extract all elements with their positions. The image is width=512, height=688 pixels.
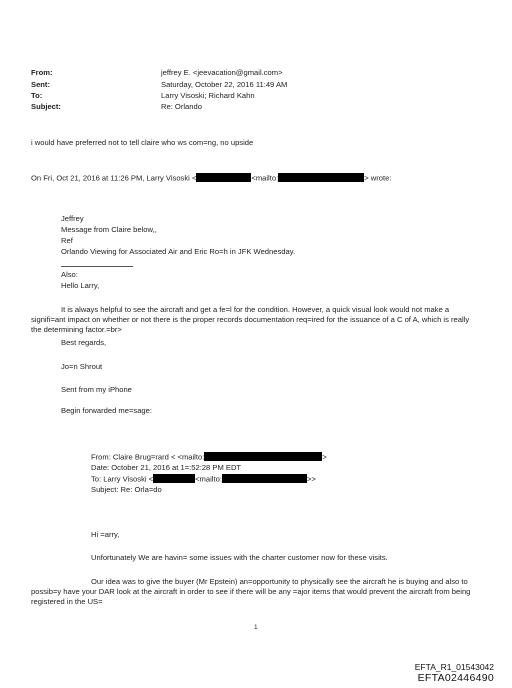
forwarded-to — [91, 474, 316, 484]
quote-intro-suffix: > wrote: — [364, 173, 392, 183]
footer-id-primary: EFTA_R1_01543042 — [414, 662, 494, 672]
subject-label: Subject: — [31, 102, 61, 111]
forwarded-greeting: Hi =arry, — [91, 530, 120, 539]
quoted-sent-from: Sent from my iPhone — [61, 385, 132, 394]
quote-intro-mailto: <mailto: — [251, 173, 279, 183]
sent-label: Sent: — [31, 80, 50, 89]
forwarded-paragraph-2: Our idea was to give the buyer (Mr Epstein) an=opportunity to physically see the aircraft he is buying and also to possib=y have your DAR look at the aircraft in order to see if there will be any =ajor items that would prevent the aircraft from being registered in the US= — [31, 577, 471, 606]
subject-value: Re: Orlando — [161, 102, 202, 111]
quote-intro — [31, 173, 391, 183]
forwarded-to-prefix: To: Larry Visoski < — [91, 474, 154, 484]
redaction-box — [204, 452, 322, 461]
quoted-line-2: Message from Claire below,, — [61, 225, 157, 234]
quoted-paragraph: It is always helpful to see the aircraft and get a fe=l for the condition. However, a quick visual look would not make a signifi=ant impact on whether or not there is the proper records documentation req=ired for the issuance of a C of A, which is really the determining factor.=br> — [31, 305, 470, 334]
page-number: 1 — [254, 624, 258, 631]
quoted-signature-name: Jo=n Shrout — [61, 362, 103, 371]
redaction-box — [222, 474, 307, 483]
redaction-box — [278, 173, 364, 182]
divider-rule — [61, 266, 133, 267]
forwarded-to-suffix: >> — [306, 474, 316, 484]
quoted-line-3: Ref — [61, 236, 73, 245]
quoted-line-4: Orlando Viewing for Associated Air and Eric Ro=h in JFK Wednesday. — [61, 247, 296, 256]
quoted-regards: Best regards, — [61, 338, 107, 347]
footer-id-secondary: EFTA02446490 — [417, 672, 494, 684]
redaction-box — [196, 173, 251, 182]
sent-value: Saturday, October 22, 2016 11:49 AM — [161, 80, 288, 89]
forwarded-date: Date: October 21, 2016 at 1=:52:28 PM EDT — [91, 463, 242, 472]
forwarded-from-prefix: From: Claire Brug=rard < <mailto: — [91, 452, 205, 462]
forwarded-from — [91, 452, 327, 462]
forwarded-to-mailto: <mailto: — [195, 474, 222, 484]
forwarded-from-suffix: > — [322, 452, 327, 462]
forwarded-paragraph-1: Unfortunately We are havin= some issues with the charter customer now for these visits. — [91, 553, 388, 562]
quoted-forwarded-intro: Begin forwarded me=sage: — [61, 406, 152, 415]
quoted-line-1: Jeffrey — [61, 214, 84, 223]
quote-intro-prefix: On Fri, Oct 21, 2016 at 11:26 PM, Larry Visoski < — [31, 173, 197, 183]
from-value: jeffrey E. <jeevacation@gmail.com> — [161, 68, 283, 77]
reply-text: i would have preferred not to tell claire who ws com=ng, no upside — [31, 138, 254, 147]
to-label: To: — [31, 91, 43, 100]
forwarded-subject: Subject: Re: Orla=do — [91, 485, 162, 494]
to-value: Larry Visoski; Richard Kahn — [161, 91, 255, 100]
from-label: From: — [31, 68, 53, 77]
redaction-box — [153, 474, 195, 483]
quoted-hello: Hello Larry, — [61, 281, 100, 290]
quoted-also: Also: — [61, 270, 78, 279]
